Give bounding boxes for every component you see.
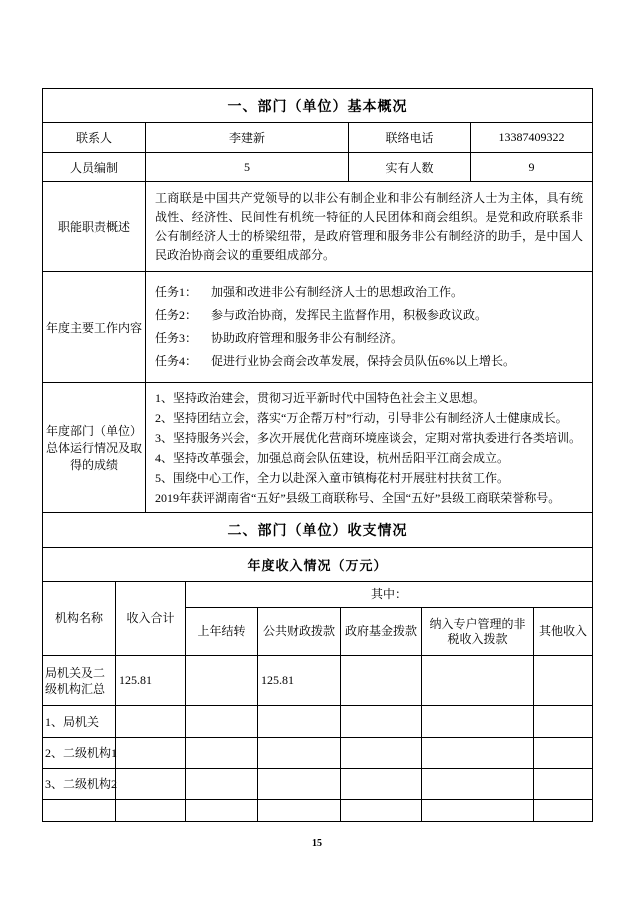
- income-table: [42, 512, 593, 822]
- govt-fund-cell: [341, 656, 422, 706]
- task-label: 任务1：: [155, 285, 198, 299]
- basic-overview-table: [42, 88, 593, 513]
- task-text: 参与政治协商，发挥民主监督作用，积极参政议政。: [211, 308, 488, 322]
- section2-title: 二、部门（单位）收支情况: [43, 513, 593, 548]
- document-body: [42, 88, 592, 822]
- govt-fund-cell: [341, 800, 422, 822]
- section1-title: 一、部门（单位）基本概况: [43, 89, 593, 123]
- staffing-value: 5: [146, 153, 349, 182]
- total-cell: [116, 769, 186, 800]
- public-finance-cell: [258, 738, 341, 769]
- achievement-cell: [146, 383, 593, 513]
- task-text: 协助政府管理和服务非公有制经济。: [211, 331, 404, 345]
- table-row: [43, 738, 593, 769]
- public-finance-cell: [258, 769, 341, 800]
- column-header-total: 收入合计: [116, 582, 186, 656]
- nontax-cell: [422, 706, 534, 738]
- other-cell: [534, 800, 593, 822]
- achievement-line: 5、围绕中心工作，全力以赴深入童市镇梅花村开展驻村扶贫工作。: [155, 470, 510, 485]
- table-row: [43, 706, 593, 738]
- total-cell: [116, 738, 186, 769]
- org-name-cell: [43, 800, 116, 822]
- org-name-cell: 3、二级机构2: [43, 769, 116, 800]
- column-header-other: 其他收入: [534, 608, 593, 656]
- page-number: 15: [312, 838, 322, 849]
- carryover-cell: [186, 706, 258, 738]
- carryover-cell: [186, 738, 258, 769]
- total-cell: [116, 706, 186, 738]
- duty-label: 职能职责概述: [43, 182, 146, 272]
- work-label: 年度主要工作内容: [43, 272, 146, 383]
- org-name-cell: 2、二级机构1: [43, 738, 116, 769]
- carryover-cell: [186, 656, 258, 706]
- achievement-label: 年度部门（单位）总体运行情况及取得的成绩: [43, 383, 146, 513]
- income-subtitle: 年度收入情况（万元）: [43, 548, 593, 582]
- task-line: [155, 307, 583, 324]
- phone-value: 13387409322: [471, 123, 593, 153]
- nontax-cell: [422, 656, 534, 706]
- public-finance-cell: [258, 800, 341, 822]
- nontax-cell: [422, 800, 534, 822]
- task-label: 任务2：: [155, 308, 198, 322]
- task-text: 加强和改进非公有制经济人士的思想政治工作。: [211, 285, 464, 299]
- achievement-line: 4、坚持改革强会，加强总商会队伍建设，杭州岳阳平江商会成立。: [155, 450, 510, 465]
- phone-label: 联络电话: [349, 123, 471, 153]
- work-content-cell: [146, 272, 593, 383]
- task-line: [155, 284, 583, 301]
- column-header-among: 其中：: [186, 582, 593, 608]
- carryover-cell: [186, 769, 258, 800]
- task-label: 任务3：: [155, 331, 198, 345]
- table-row: [43, 656, 593, 706]
- other-cell: [534, 706, 593, 738]
- contact-label: 联系人: [43, 123, 146, 153]
- staffing-label: 人员编制: [43, 153, 146, 182]
- org-name-cell: 局机关及二级机构汇总: [43, 656, 116, 706]
- task-line: [155, 330, 583, 347]
- column-header-public-finance: 公共财政拨款: [258, 608, 341, 656]
- column-header-govt-fund: 政府基金拨款: [341, 608, 422, 656]
- task-text: 促进行业协会商会改革发展，保持会员队伍6%以上增长。: [211, 354, 516, 368]
- govt-fund-cell: [341, 769, 422, 800]
- total-cell: [116, 800, 186, 822]
- task-label: 任务4：: [155, 354, 198, 368]
- org-name-cell: 1、局机关: [43, 706, 116, 738]
- column-header-org: 机构名称: [43, 582, 116, 656]
- govt-fund-cell: [341, 706, 422, 738]
- achievement-line: 1、坚持政治建会，贯彻习近平新时代中国特色社会主义思想。: [155, 390, 486, 405]
- duty-text: 工商联是中国共产党领导的以非公有制企业和非公有制经济人士为主体，具有统战性、经济性、民间性有机统一特征的人民团体和商会组织。是党和政府联系非公有制经济人士的桥梁纽带，是政府管理和服务非公有制经济的助手，是中国人民政治协商会议的重要组成部分。: [146, 182, 593, 272]
- other-cell: [534, 656, 593, 706]
- total-cell: 125.81: [116, 656, 186, 706]
- public-finance-cell: 125.81: [258, 656, 341, 706]
- column-header-carryover: 上年结转: [186, 608, 258, 656]
- nontax-cell: [422, 738, 534, 769]
- public-finance-cell: [258, 706, 341, 738]
- achievement-line: 2、坚持团结立会，落实“万企帮万村”行动，引导非公有制经济人士健康成长。: [155, 410, 568, 425]
- table-row: [43, 800, 593, 822]
- task-line: [155, 353, 583, 370]
- column-header-nontax: 纳入专户管理的非税收入拨款: [422, 608, 534, 656]
- achievement-line: 2019年获评湖南省“五好”县级工商联称号、全国“五好”县级工商联荣誉称号。: [155, 490, 561, 505]
- carryover-cell: [186, 800, 258, 822]
- nontax-cell: [422, 769, 534, 800]
- govt-fund-cell: [341, 738, 422, 769]
- table-row: [43, 769, 593, 800]
- contact-value: 李建新: [146, 123, 349, 153]
- other-cell: [534, 738, 593, 769]
- achievement-line: 3、坚持服务兴会，多次开展优化营商环境座谈会，定期对常执委进行各类培训。: [155, 430, 582, 445]
- actual-count-label: 实有人数: [349, 153, 471, 182]
- actual-count-value: 9: [471, 153, 593, 182]
- other-cell: [534, 769, 593, 800]
